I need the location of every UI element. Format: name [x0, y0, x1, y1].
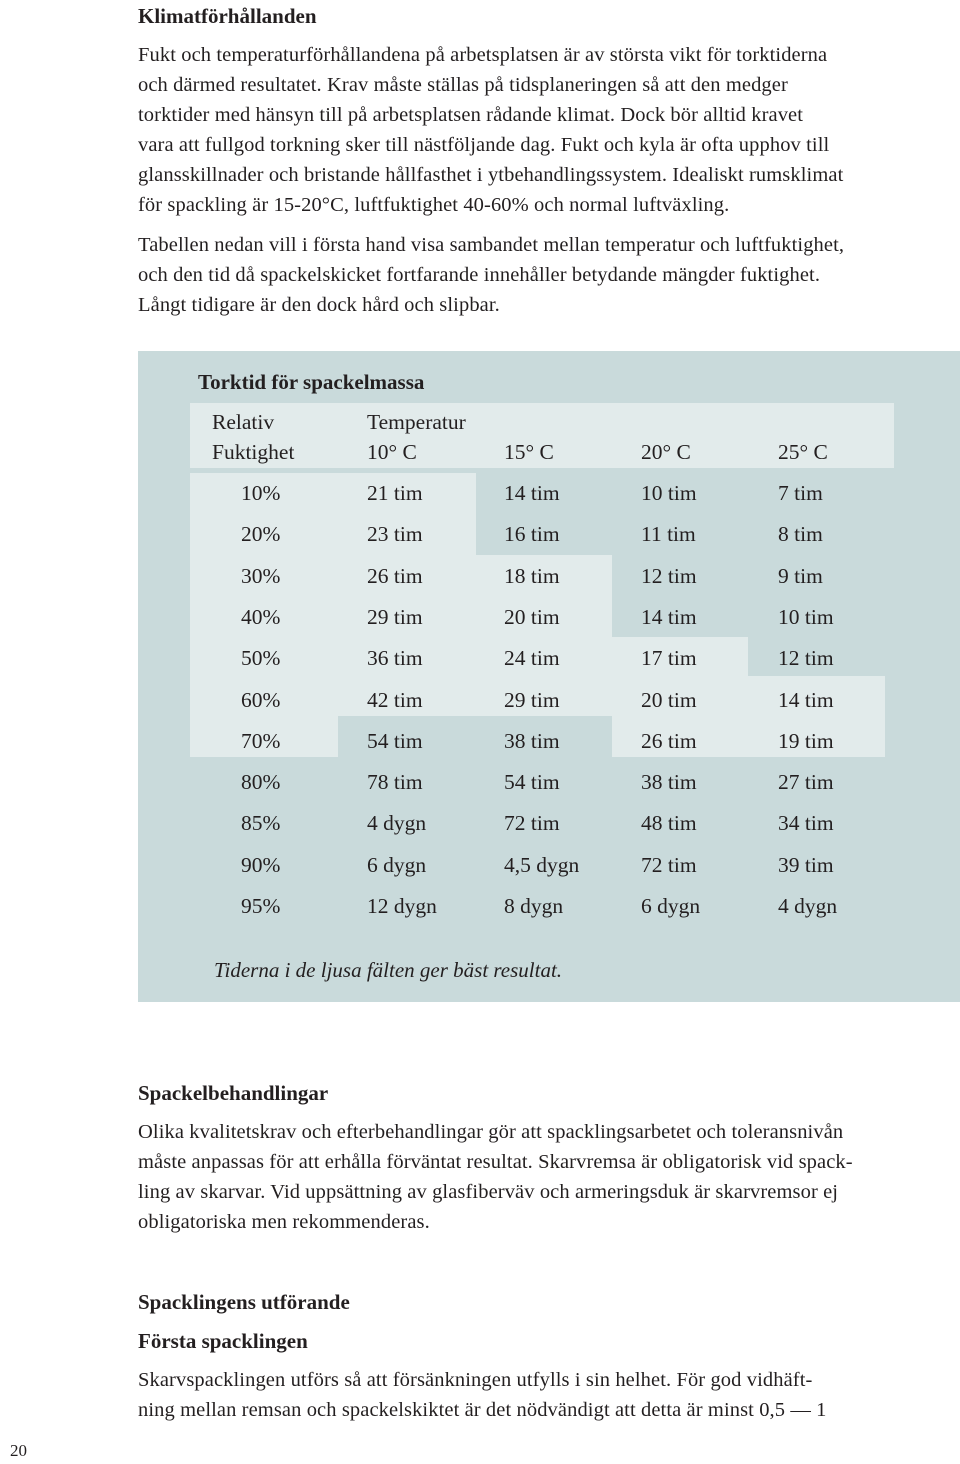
table-cell-drying-time: 20 tim [504, 605, 560, 629]
table-cell-drying-time: 6 dygn [641, 894, 701, 918]
table-cell-drying-time: 14 tim [641, 605, 697, 629]
table-cell-drying-time: 12 tim [641, 564, 697, 588]
table-cell-humidity: 10% [241, 481, 281, 505]
climate-heading: Klimatförhållanden [138, 4, 317, 28]
text-line: Tabellen nedan vill i första hand visa sambandet mellan temperatur och luftfuktighet, [138, 234, 845, 256]
text-line: och den tid då spackelskicket fortfarande innehåller betydande mängder fuktighet. [138, 264, 821, 286]
table-cell-drying-time: 19 tim [778, 729, 834, 753]
treatments-heading: Spackelbehandlingar [138, 1081, 329, 1105]
table-cell-humidity: 70% [241, 729, 281, 753]
table-cell-drying-time: 4,5 dygn [504, 853, 580, 877]
table-cell-humidity: 30% [241, 564, 281, 588]
text-line: torktider med hänsyn till på arbetsplatsen rådande klimat. Dock bör alltid kravet [138, 104, 804, 126]
table-cell-humidity: 20% [241, 522, 281, 546]
table-cell-drying-time: 24 tim [504, 646, 560, 670]
table-cell-humidity: 40% [241, 605, 281, 629]
table-cell-drying-time: 18 tim [504, 564, 560, 588]
text-line: Skarvspacklingen utförs så att försänkningen utfylls i sin helhet. För god vidhäft- [138, 1369, 813, 1391]
page-number: 20 [10, 1441, 27, 1460]
text-line: ning mellan remsan och spackelskiktet är det nödvändigt att detta är minst 0,5 — 1 [138, 1399, 827, 1421]
table-cell-drying-time: 20 tim [641, 688, 697, 712]
table-cell-humidity: 95% [241, 894, 281, 918]
table-cell-drying-time: 4 dygn [367, 811, 427, 835]
table-title: Torktid för spackelmassa [198, 370, 425, 394]
text-line: ling av skarvar. Vid uppsättning av glasfiberväv och armeringsduk är skarvremsor ej [138, 1181, 839, 1203]
header-temperature: Temperatur [367, 410, 466, 434]
table-cell-drying-time: 4 dygn [778, 894, 838, 918]
table-cell-drying-time: 39 tim [778, 853, 834, 877]
table-cell-drying-time: 54 tim [504, 770, 560, 794]
table-cell-drying-time: 42 tim [367, 688, 423, 712]
table-cell-drying-time: 72 tim [641, 853, 697, 877]
table-cell-drying-time: 38 tim [504, 729, 560, 753]
header-temp-10: 10° C [367, 440, 417, 464]
table-cell-drying-time: 8 dygn [504, 894, 564, 918]
header-temp-15: 15° C [504, 440, 554, 464]
text-line: måste anpassas för att erhålla förväntat resultat. Skarvremsa är obligatorisk vid spack- [138, 1151, 853, 1173]
text-line: och därmed resultatet. Krav måste ställas på tidsplaneringen så att den medger [138, 74, 788, 96]
table-cell-humidity: 90% [241, 853, 281, 877]
table-cell-drying-time: 17 tim [641, 646, 697, 670]
text-line: Långt tidigare är den dock hård och slipbar. [138, 294, 500, 316]
execution-heading: Spacklingens utförande [138, 1290, 350, 1314]
table-cell-drying-time: 21 tim [367, 481, 423, 505]
header-relative: Relativ [212, 410, 275, 434]
table-cell-drying-time: 29 tim [367, 605, 423, 629]
table-cell-drying-time: 9 tim [778, 564, 823, 588]
table-cell-drying-time: 16 tim [504, 522, 560, 546]
table-cell-drying-time: 10 tim [778, 605, 834, 629]
table-cell-humidity: 60% [241, 688, 281, 712]
table-cell-drying-time: 34 tim [778, 811, 834, 835]
header-temp-25: 25° C [778, 440, 828, 464]
header-temp-20: 20° C [641, 440, 691, 464]
climate-paragraph-2 [138, 230, 956, 320]
table-cell-drying-time: 78 tim [367, 770, 423, 794]
text-line: vara att fullgod torkning sker till nästföljande dag. Fukt och kyla är ofta upphov till [138, 134, 830, 156]
header-humidity: Fuktighet [212, 440, 295, 464]
execution-paragraph [138, 1365, 956, 1425]
text-line: för spackling är 15-20°C, luftfuktighet 40-60% och normal luftväxling. [138, 194, 730, 216]
table-cell-drying-time: 12 tim [778, 646, 834, 670]
table-cell-drying-time: 6 dygn [367, 853, 427, 877]
table-cell-drying-time: 8 tim [778, 522, 823, 546]
table-cell-drying-time: 29 tim [504, 688, 560, 712]
table-cell-drying-time: 26 tim [367, 564, 423, 588]
table-cell-drying-time: 10 tim [641, 481, 697, 505]
table-cell-drying-time: 54 tim [367, 729, 423, 753]
text-line: Fukt och temperaturförhållandena på arbetsplatsen är av största vikt för torktiderna [138, 44, 828, 66]
table-cell-humidity: 50% [241, 646, 281, 670]
table-cell-drying-time: 12 dygn [367, 894, 437, 918]
execution-subheading: Första spacklingen [138, 1329, 308, 1353]
text-line: glansskillnader och bristande hållfasthet i ytbehandlingssystem. Idealiskt rumsklimat [138, 164, 844, 186]
table-cell-drying-time: 48 tim [641, 811, 697, 835]
table-cell-drying-time: 72 tim [504, 811, 560, 835]
table-cell-drying-time: 38 tim [641, 770, 697, 794]
table-cell-drying-time: 36 tim [367, 646, 423, 670]
table-cell-drying-time: 23 tim [367, 522, 423, 546]
treatments-paragraph [138, 1117, 956, 1237]
table-cell-humidity: 80% [241, 770, 281, 794]
climate-paragraph-1 [138, 40, 956, 220]
table-cell-drying-time: 14 tim [504, 481, 560, 505]
table-cell-humidity: 85% [241, 811, 281, 835]
table-cell-drying-time: 7 tim [778, 481, 823, 505]
table-cell-drying-time: 14 tim [778, 688, 834, 712]
text-line: Olika kvalitetskrav och efterbehandlingar gör att spacklingsarbetet och toleransnivån [138, 1121, 844, 1143]
table-note: Tiderna i de ljusa fälten ger bäst resultat. [214, 958, 563, 982]
table-cell-drying-time: 11 tim [641, 522, 696, 546]
table-cell-drying-time: 26 tim [641, 729, 697, 753]
text-line: obligatoriska men rekommenderas. [138, 1211, 430, 1233]
table-cell-drying-time: 27 tim [778, 770, 834, 794]
